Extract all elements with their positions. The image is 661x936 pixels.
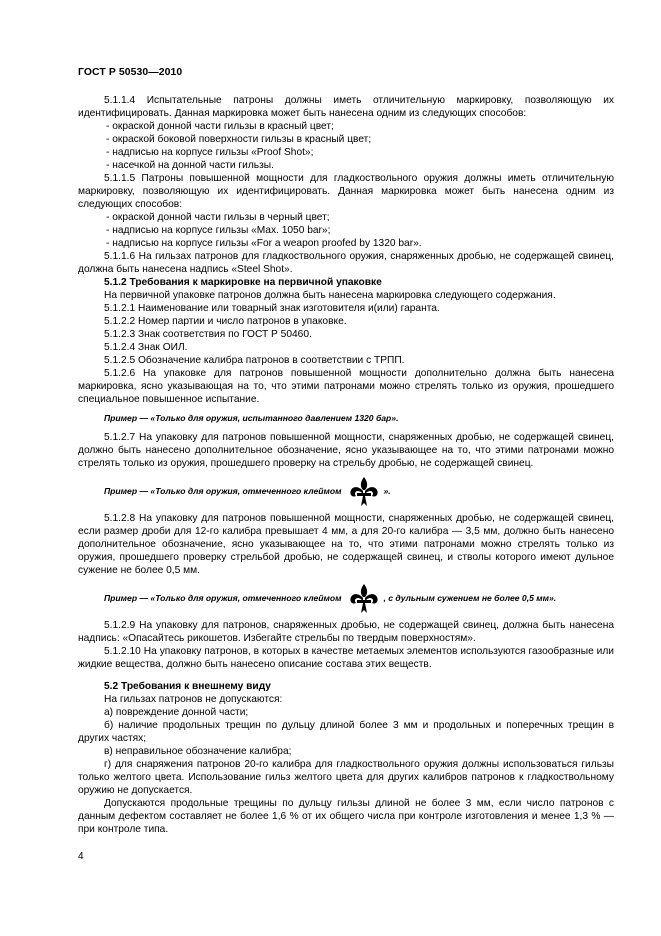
list-item: 5.1.2.1 Наименование или товарный знак изготовителя и(или) гаранта. — [104, 303, 440, 314]
paragraph-5-1-2-8: 5.1.2.8 На упаковку для патронов повышенной мощности, снаряженных дробью, не содержащей свинец, если размер дроби для 12-го калибра превышает 4 мм, а для 20-го калибра — 3,5 мм, должно быть нанесено дополнительное обозначение, ясно указывающее на то, что этими патронами можно стрелять только из оружия, прошедшего проверку стрельбой дробью, не содержащей свинец, и стволы которого имеют дульное сужение не более 0,5 мм. — [78, 513, 614, 576]
example-3-text: Пример — «Только для оружия, отмеченного клеймом — [104, 593, 342, 603]
example-1: Пример — «Только для оружия, испытанного давлением 1320 бар». — [104, 413, 399, 423]
list-item: - окраской донной части гильзы в черный цвет; — [106, 212, 330, 223]
list-item: 5.1.2.2 Номер партии и число патронов в упаковке. — [104, 316, 347, 327]
list-item: 5.1.2.5 Обозначение калибра патронов в соответствии с ТРПП. — [104, 355, 405, 366]
example-2-end: ». — [383, 486, 391, 496]
paragraph-5-1-1-5: 5.1.1.5 Патроны повышенной мощности для гладкоствольного оружия должны иметь отличительную маркировку, позволяющую их идентифицировать. Данная маркировка может быть нанесена одним из следующих способов: — [78, 173, 614, 210]
list-item: а) повреждение донной части; — [104, 707, 249, 718]
page-number: 4 — [78, 851, 84, 862]
example-2 — [78, 474, 614, 508]
list-item: б) наличие продольных трещин по дульцу длиной более 3 мм и продольных и поперечных трещин в других частях; — [78, 720, 614, 744]
list-item: - надписью на корпусе гильзы «Max. 1050 bar»; — [106, 225, 331, 236]
paragraph-5-1-1-4: 5.1.1.4 Испытательные патроны должны иметь отличительную маркировку, позволяющую их идентифицировать. Данная маркировка может быть нанесена одним из следующих способов: — [78, 95, 614, 119]
document-body — [78, 94, 614, 836]
list-item: - окраской боковой поверхности гильзы в красный цвет; — [106, 134, 372, 145]
example-2-text: Пример — «Только для оружия, отмеченного клеймом — [104, 486, 342, 496]
example-3 — [78, 581, 614, 615]
list-item: - окраской донной части гильзы в красный цвет; — [106, 121, 334, 132]
list-item: - надписью на корпусе гильзы «For a weapon proofed by 1320 bar». — [106, 238, 422, 249]
spacer — [78, 671, 614, 680]
list-item: 5.1.2.3 Знак соответствия по ГОСТ Р 50460. — [104, 329, 312, 340]
list-item: г) для снаряжения патронов 20-го калибра для гладкоствольного оружия должны использоваться гильзы только желтого цвета. Использование гильз желтого цвета для других калибров патронов к гладкоствольному оружию не допускается. — [78, 759, 614, 796]
fleur-de-lis-mark-icon — [349, 476, 379, 508]
document-header: ГОСТ Р 50530—2010 — [78, 67, 183, 78]
paragraph-5-1-2-9: 5.1.2.9 На упаковку для патронов, снаряженных дробью, не содержащей свинец, должна быть нанесена надпись: «Опасайтесь рикошетов. Избегайте стрельбы по твердым поверхностям». — [78, 620, 614, 644]
example-3-end: , с дульным сужением не более 0,5 мм». — [383, 593, 557, 603]
paragraph-5-2-tolerance: Допускаются продольные трещины по дульцу гильзы длиной не более 3 мм, если число патронов с данным дефектом составляет не более 1,6 % от их общего числа при контроле изготовления и менее 1,3 % — при контроле типа. — [78, 798, 614, 835]
paragraph-5-1-2-10: 5.1.2.10 На упаковку патронов, в которых в качестве метаемых элементов используются газообразные или жидкие вещества, должно быть нанесено описание состава этих веществ. — [78, 646, 614, 670]
paragraph-5-1-1-6: 5.1.1.6 На гильзах патронов для гладкоствольного оружия, снаряженных дробью, не содержащей свинец, должна быть нанесена надпись «Steel Shot». — [78, 251, 614, 275]
paragraph-5-1-2-6: 5.1.2.6 На упаковке для патронов повышенной мощности дополнительно должна быть нанесена маркировка, ясно указывающая на то, что этими патронами можно стрелять только из оружия, прошедшего специальное повышенное испытание. — [78, 368, 614, 405]
section-heading-5-2: 5.2 Требования к внешнему виду — [104, 681, 271, 692]
paragraph-5-1-2-7: 5.1.2.7 На упаковку для патронов повышенной мощности, снаряженных дробью, не содержащей свинец, должно быть нанесено дополнительное обозначение, ясно указывающее на то, что этими патронами можно стрелять только из оружия, прошедшего проверку на стрельбу дробью, не содержащей свинец. — [78, 432, 614, 469]
fleur-de-lis-mark-icon — [349, 583, 379, 615]
list-item: в) неправильное обозначение калибра; — [104, 746, 292, 757]
list-item: - насечкой на донной части гильзы. — [106, 160, 274, 171]
list-item: 5.1.2.4 Знак ОИЛ. — [104, 342, 188, 353]
paragraph-intro: На первичной упаковке патронов должна быть нанесена маркировка следующего содержания. — [104, 290, 556, 301]
paragraph-5-2-intro: На гильзах патронов не допускаются: — [104, 694, 283, 705]
section-heading-5-1-2: 5.1.2 Требования к маркировке на первичной упаковке — [104, 277, 382, 288]
list-item: - надписью на корпусе гильзы «Proof Shot»; — [106, 147, 314, 158]
